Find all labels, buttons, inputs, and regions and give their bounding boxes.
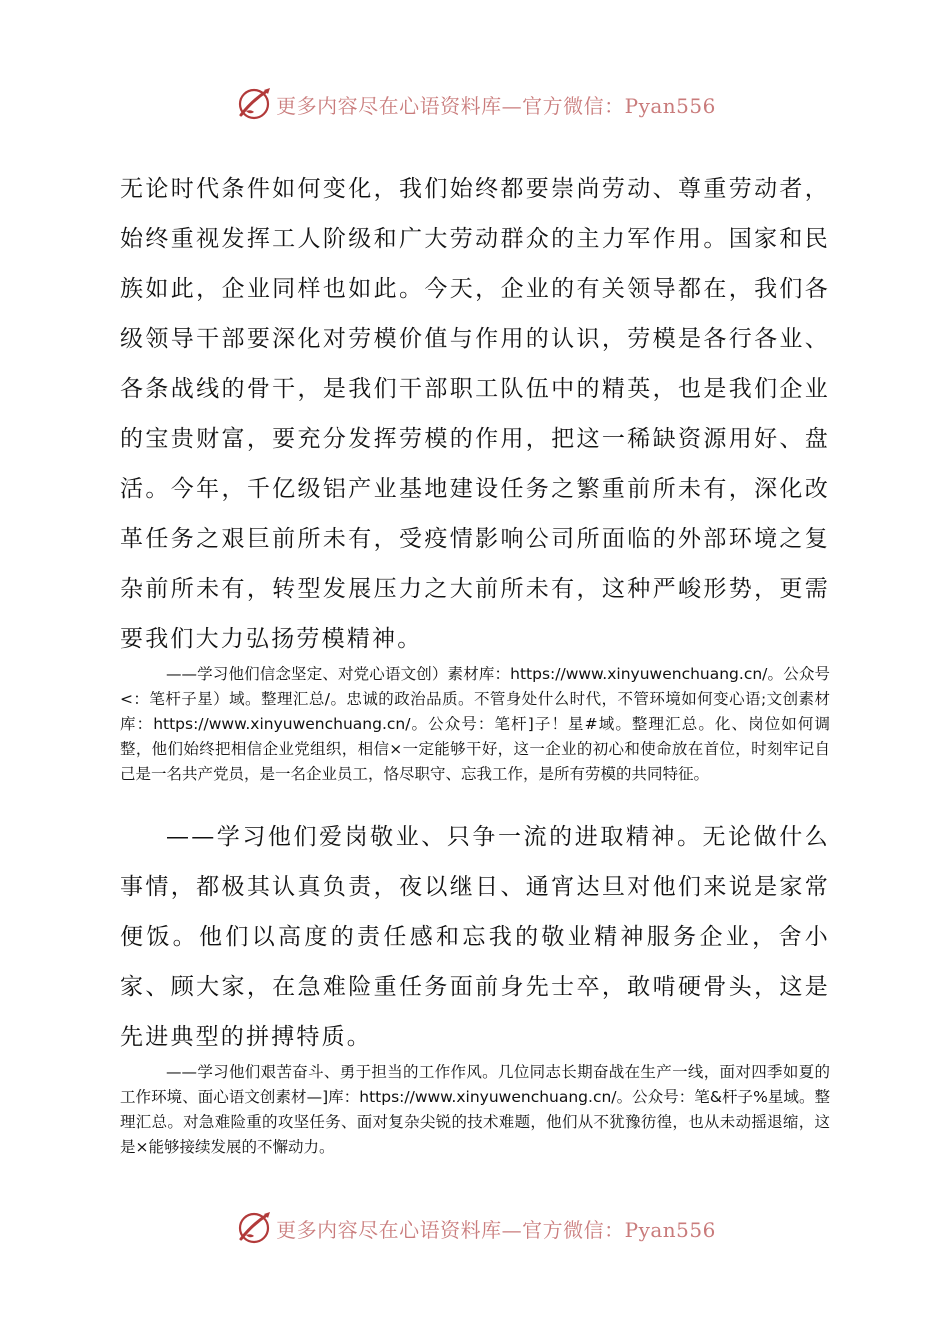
pen-logo-icon <box>234 1208 274 1248</box>
body-paragraph-2: ——学习他们信念坚定、对党心语文创）素材库：https://www.xinyuwenchuang.cn/。公众号<：笔杆子星）域。整理汇总/。忠诚的政治品质。不管身处什么时代，不管环境如何变心语;文创素材库：https://www.xinyuwenchuang.cn/。公众号：笔杆]子！星#域。整理汇总。化、岗位如何调整，他们始终把相信企业党组织，相信×一定能够干好，这一企业的初心和使命放在首位，时刻牢记自己是一名共产党员，是一名企业员工，恪尽职守、忘我工作，是所有劳模的共同特征。 <box>120 665 830 783</box>
header-banner-text: 更多内容尽在心语资料库—官方微信：Pyan556 <box>276 93 716 118</box>
footer-banner-text: 更多内容尽在心语资料库—官方微信：Pyan556 <box>276 1217 716 1242</box>
footer-banner <box>0 1208 950 1248</box>
header-banner <box>0 84 950 124</box>
body-paragraph-4: ——学习他们艰苦奋斗、勇于担当的工作作风。几位同志长期奋战在生产一线，面对四季如夏的工作环境、面心语文创素材—]库：https://www.xinyuwenchuang.cn/。公众号：笔&杆子%星域。整理汇总。对急难险重的攻坚任务、面对复杂尖锐的技术难题，他们从不犹豫彷徨，也从未动摇退缩，这是×能够接续发展的不懈动力。 <box>120 1063 830 1156</box>
pen-logo-icon <box>234 84 274 124</box>
body-paragraph-3: ——学习他们爱岗敬业、只争一流的进取精神。无论做什么事情，都极其认真负责，夜以继日、通宵达旦对他们来说是家常便饭。他们以高度的责任感和忘我的敬业精神服务企业，舍小家、顾大家，在急难险重任务面前身先士卒，敢啃硬骨头，这是先进典型的拼搏特质。 <box>120 824 830 1050</box>
body-paragraph-1: 无论时代条件如何变化，我们始终都要崇尚劳动、尊重劳动者，始终重视发挥工人阶级和广大劳动群众的主力军作用。国家和民族如此，企业同样也如此。今天，企业的有关领导都在，我们各级领导干部要深化对劳模价值与作用的认识，劳模是各行各业、各条战线的骨干，是我们干部职工队伍中的精英，也是我们企业的宝贵财富，要充分发挥劳模的作用，把这一稀缺资源用好、盘活。今年，千亿级铝产业基地建设任务之繁重前所未有，深化改革任务之艰巨前所未有，受疫情影响公司所面临的外部环境之复杂前所未有，转型发展压力之大前所未有，这种严峻形势，更需要我们大力弘扬劳模精神。 <box>120 176 830 652</box>
